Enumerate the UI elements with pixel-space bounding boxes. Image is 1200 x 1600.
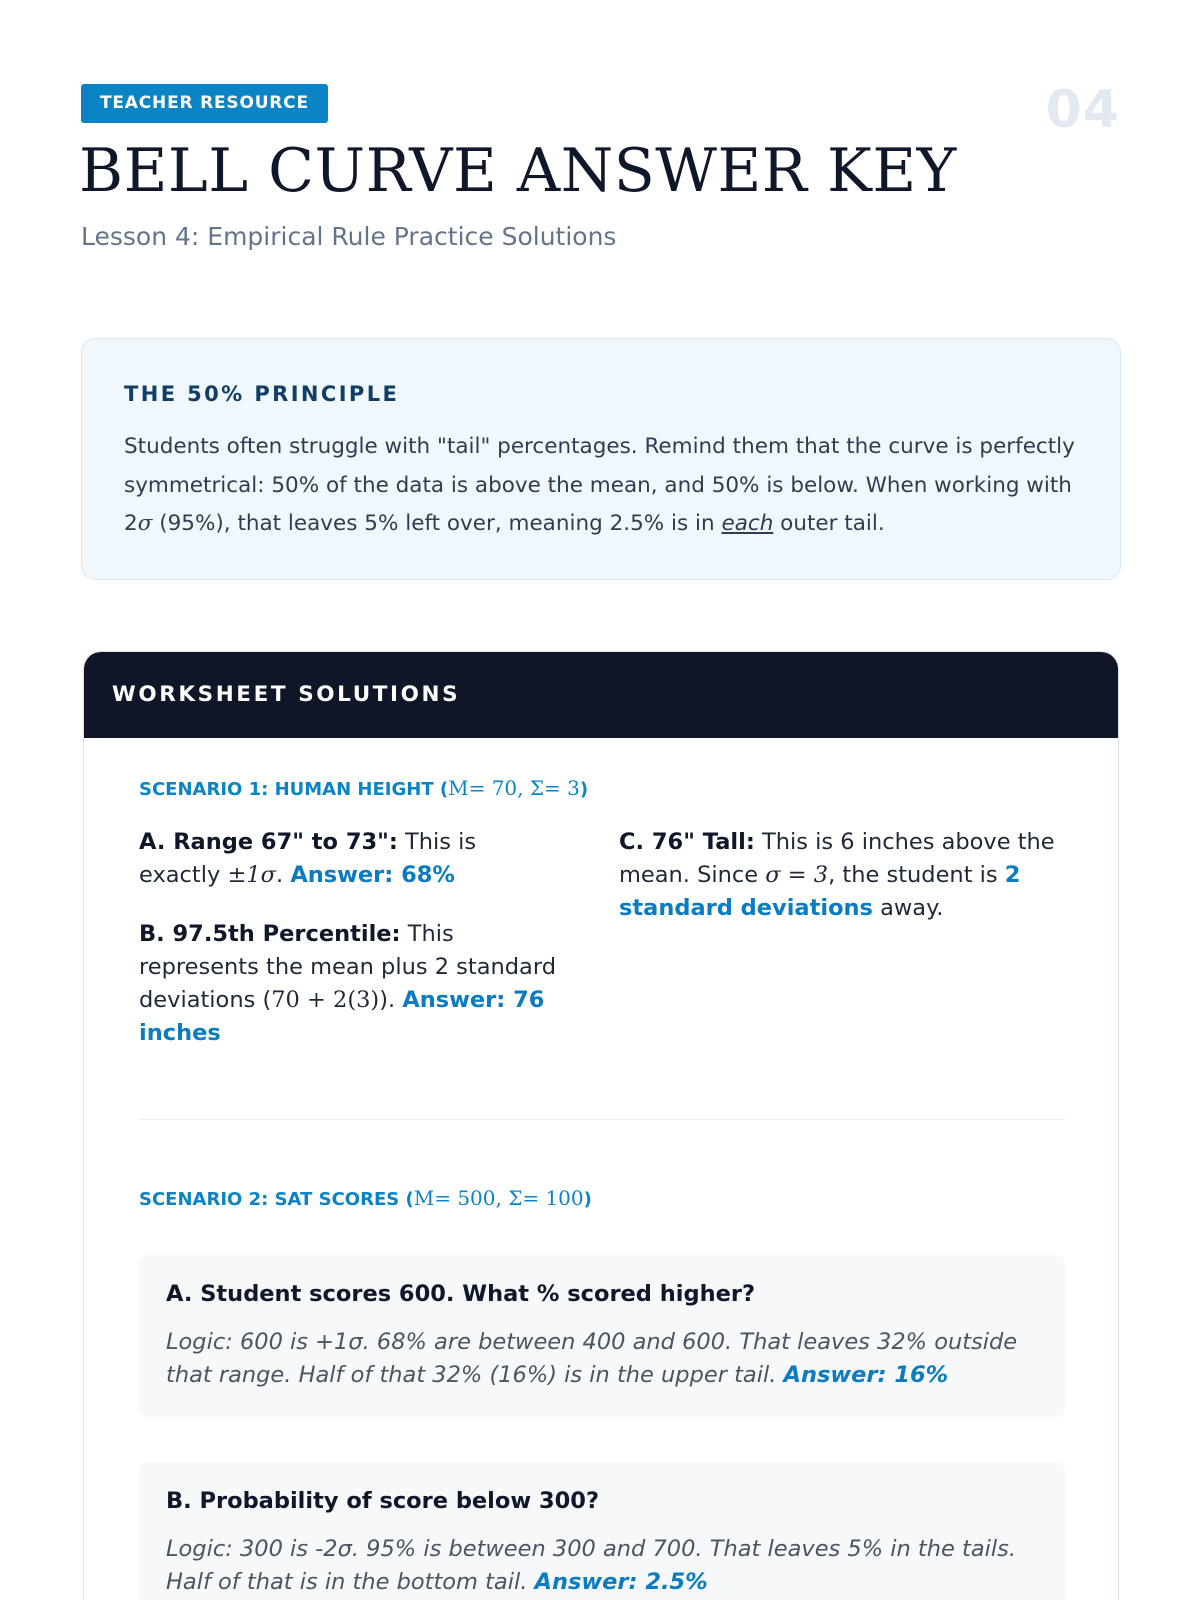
answer-a-label: A. Range 67" to 73": [139, 829, 398, 855]
page-number: 04 [1045, 80, 1120, 140]
principle-text [124, 428, 1080, 544]
answer-a-value: Answer: 68% [290, 862, 455, 888]
scenario-label-text: ) [583, 1189, 592, 1210]
scenario-label-text: ) [579, 779, 589, 800]
math-expression: 70 + 2(3) [271, 987, 380, 1013]
question-a-answer: Answer: 16% [783, 1362, 949, 1388]
answer-text: This is exactly [139, 829, 477, 888]
answer-b-label: B. 97.5th Percentile: [139, 921, 401, 947]
answer-text: , the student is [828, 862, 1005, 888]
scenario-1-left-column [139, 826, 559, 1050]
sigma-symbol: σ [137, 511, 153, 536]
principle-heading: THE 50% PRINCIPLE [124, 382, 400, 406]
answer-text: away. [872, 895, 944, 921]
answer-text: This represents the mean plus 2 standard deviations ( [139, 921, 556, 1013]
scenario-1-label [139, 776, 588, 800]
section-divider [139, 1119, 1065, 1120]
logic-text: Logic: 300 is -2σ. 95% is between 300 and 700. That leaves 5% in the tails. Half of that is in the bottom tail. [166, 1536, 1016, 1595]
page-title: BELL CURVE ANSWER KEY [79, 136, 957, 206]
scenario-label-text: SCENARIO 2: SAT SCORES ( [139, 1189, 414, 1210]
answer-text: . [276, 862, 291, 888]
principle-text-part: outer tail. [773, 511, 885, 536]
question-b-box [139, 1462, 1065, 1600]
answer-a [139, 826, 559, 892]
scenario-params: M= 70, Σ= 3 [448, 776, 580, 800]
page-subtitle: Lesson 4: Empirical Rule Practice Solutions [81, 222, 617, 251]
answer-b [139, 918, 559, 1050]
scenario-2-label [139, 1186, 592, 1210]
principle-text-part: Students often struggle with "tail" percentages. Remind them that the curve is perfectly symmetrical: 50% of the data is above the mean, and 50% is below. When working with 2 [124, 434, 1075, 536]
logic-text: Logic: 600 is +1σ. 68% are between 400 and 600. That leaves 32% outside that range. Half of that 32% (16%) is in the upper tail. [166, 1329, 1018, 1388]
emphasis-each: each [721, 511, 774, 536]
scenario-label-text: SCENARIO 1: HUMAN HEIGHT ( [139, 779, 449, 800]
question-a-box [139, 1255, 1065, 1417]
answer-text: This is 6 inches above the mean. Since [619, 829, 1055, 888]
worksheet-solutions-card [83, 651, 1119, 1600]
question-b-answer: Answer: 2.5% [534, 1569, 708, 1595]
question-a-title: A. Student scores 600. What % scored higher? [166, 1281, 756, 1307]
principle-text-part: (95%), that leaves 5% left over, meaning 2.5% is in [152, 511, 722, 536]
teacher-resource-badge: TEACHER RESOURCE [81, 84, 328, 123]
principle-callout [81, 338, 1121, 580]
answer-text: ). [379, 987, 403, 1013]
math-expression: ±1σ [227, 862, 276, 888]
question-a-logic [166, 1326, 1038, 1392]
answer-c [619, 826, 1059, 925]
scenario-params: M= 500, Σ= 100 [413, 1186, 584, 1210]
scenario-1-right-column [619, 826, 1059, 925]
question-b-logic [166, 1533, 1038, 1599]
question-b-title: B. Probability of score below 300? [166, 1488, 599, 1514]
answer-c-label: C. 76" Tall: [619, 829, 755, 855]
worksheet-header: WORKSHEET SOLUTIONS [84, 652, 1118, 738]
answer-b-value: Answer: 76 inches [139, 987, 545, 1046]
math-expression: σ = 3 [765, 862, 829, 888]
answer-c-value: 2 standard deviations [619, 862, 1021, 921]
